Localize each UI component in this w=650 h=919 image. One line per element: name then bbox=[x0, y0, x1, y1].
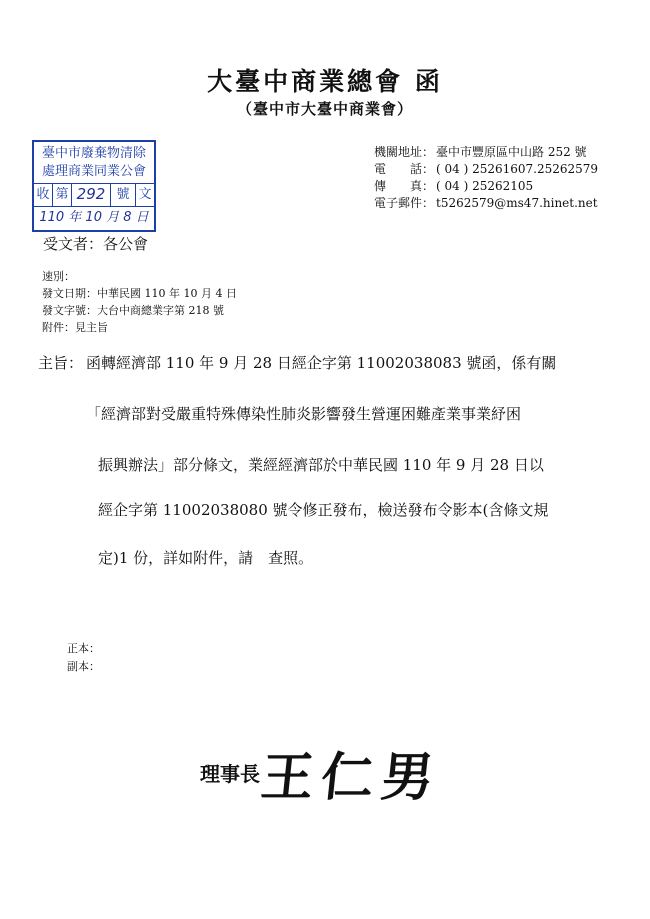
fax-value: ( 04 ) 25262105 bbox=[436, 179, 534, 193]
receipt-stamp bbox=[32, 140, 156, 232]
fax-line bbox=[374, 178, 598, 195]
phone-line bbox=[374, 161, 598, 178]
address-value: 臺中市豐原區中山路 252 號 bbox=[436, 145, 587, 159]
subject-line3: 振興辦法」部分條文，業經經濟部於中華民國 110 年 9 月 28 日以 bbox=[98, 456, 544, 474]
stamp-org-line2: 處理商業同業公會 bbox=[41, 164, 146, 179]
subject-line5: 定)1 份，詳如附件，請 查照。 bbox=[98, 549, 314, 567]
document-title: 大臺中商業總會 函 bbox=[207, 67, 443, 96]
email-line bbox=[374, 195, 598, 212]
meta-number: 發文字號：大台中商總業字第 218 號 bbox=[42, 304, 224, 317]
address-line bbox=[374, 144, 598, 161]
document-subtitle: （臺中市大臺中商業會） bbox=[236, 100, 413, 118]
signature-title: 理事長 bbox=[200, 762, 260, 786]
signature-name: 王仁男 bbox=[258, 748, 445, 808]
phone-value: ( 04 ) 25261607.25262579 bbox=[436, 162, 599, 176]
stamp-organization bbox=[34, 142, 154, 184]
fax-label: 傳 真： bbox=[374, 179, 435, 193]
subject-line1: 函轉經濟部 110 年 9 月 28 日經企字第 11002038083 號函，係有關 bbox=[86, 354, 557, 372]
stamp-date-row bbox=[34, 207, 154, 230]
copies-original: 正本： bbox=[67, 642, 100, 655]
meta-date: 發文日期：中華民國 110 年 10 月 4 日 bbox=[42, 287, 237, 300]
phone-label: 電 話： bbox=[374, 162, 435, 176]
stamp-number-label: 第 bbox=[53, 184, 72, 206]
recipient: 受文者：各公會 bbox=[43, 235, 149, 253]
stamp-receive-label: 收 bbox=[34, 184, 53, 206]
copies bbox=[67, 640, 100, 676]
stamp-date-value: 110 年 10 月 8 日 bbox=[39, 210, 149, 225]
stamp-org-line1: 臺中市廢棄物清除 bbox=[41, 146, 146, 161]
document-meta bbox=[42, 268, 237, 336]
contact-info bbox=[374, 144, 598, 212]
email-value: t5262579@ms47.hinet.net bbox=[436, 196, 598, 210]
email-label: 電子郵件： bbox=[374, 196, 435, 210]
meta-attachment: 附件：見主旨 bbox=[42, 321, 108, 334]
stamp-number-value: 292 bbox=[72, 184, 111, 206]
subject-line2: 「經濟部對受嚴重特殊傳染性肺炎影響發生營運困難產業事業紓困 bbox=[86, 405, 522, 423]
subject-label: 主旨： bbox=[38, 354, 84, 372]
address-label: 機關地址： bbox=[374, 145, 435, 159]
stamp-number-row bbox=[34, 184, 154, 207]
copies-copy: 副本： bbox=[67, 660, 100, 673]
meta-speed: 速別： bbox=[42, 270, 75, 283]
stamp-number-suffix: 號 bbox=[111, 184, 136, 206]
subject-line4: 經企字第 11002038080 號令修正發布，檢送發布令影本(含條文規 bbox=[98, 501, 549, 519]
stamp-doc-label: 文 bbox=[138, 187, 152, 202]
